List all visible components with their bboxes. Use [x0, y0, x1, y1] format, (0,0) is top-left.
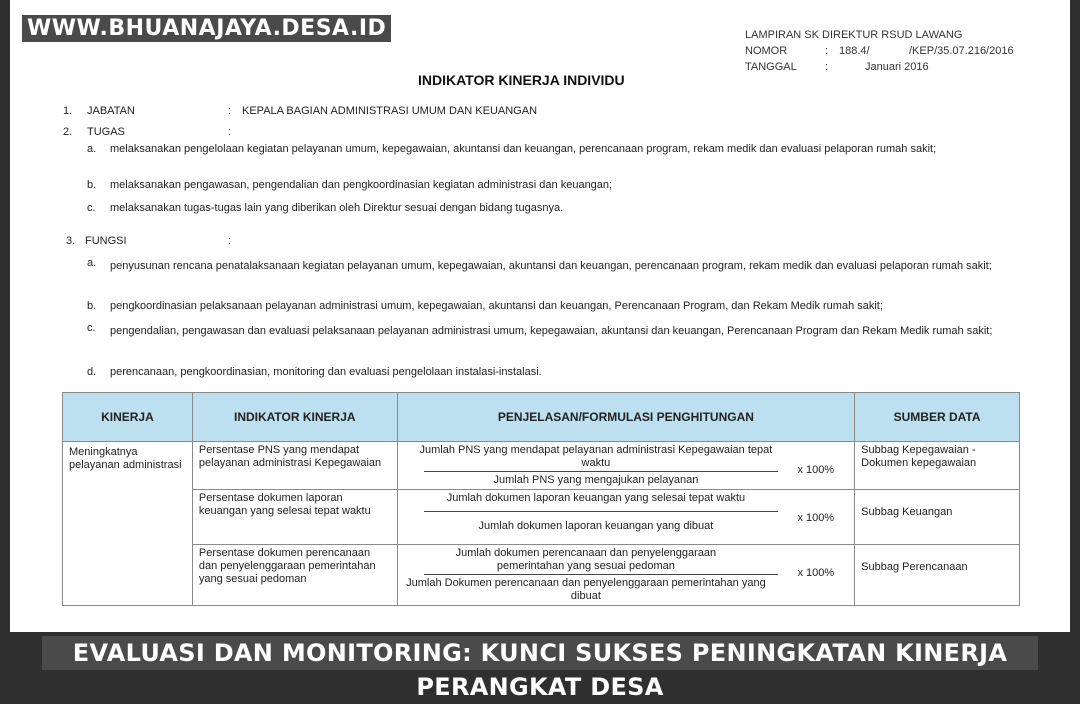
sumber-cell: Subbag Perencanaan — [855, 545, 1020, 606]
header-penjelasan: PENJELASAN/FORMULASI PENGHITUNGAN — [397, 393, 855, 442]
header-indikator: INDIKATOR KINERJA — [192, 393, 397, 442]
table-row — [63, 490, 1020, 545]
fungsi-item-letter: d. — [87, 366, 97, 378]
kinerja-cell: Meningkatnya pelayanan administrasi — [63, 442, 193, 606]
formula-multiplier: x 100% — [797, 512, 835, 524]
formula-cell — [397, 490, 855, 545]
indikator-cell: Persentase dokumen laporan keuangan yang selesai tepat waktu — [192, 490, 397, 545]
formula-multiplier: x 100% — [797, 567, 835, 579]
tanggal-value: Januari 2016 — [865, 61, 929, 73]
nomor-colon: : — [825, 45, 829, 57]
document-page — [10, 0, 1070, 632]
fungsi-item-text: perencanaan, pengkoordinasian, monitoring dan evaluasi pengelolaan instalasi-instalasi. — [110, 366, 542, 378]
nomor-value: 188.4/ — [839, 45, 870, 57]
tugas-label: TUGAS — [87, 126, 125, 138]
table-row — [63, 442, 1020, 490]
formula-multiplier: x 100% — [797, 464, 835, 476]
tanggal-label: TANGGAL — [745, 61, 797, 73]
sumber-cell: Subbag Kepegawaian - Dokumen kepegawaian — [855, 442, 1020, 490]
fungsi-label: FUNGSI — [85, 235, 127, 247]
website-watermark: WWW.BHUANAJAYA.DESA.ID — [22, 15, 391, 42]
formula-cell — [397, 545, 855, 606]
formula-denominator: Jumlah dokumen laporan keuangan yang dibuat — [478, 520, 714, 532]
table-row — [63, 545, 1020, 606]
tugas-item-text: melaksanakan pengawasan, pengendalian dan pengkoordinasian kegiatan administrasi dan keuangan; — [110, 179, 613, 191]
reference-block — [745, 27, 1014, 75]
tugas-item-letter: c. — [87, 202, 96, 214]
header-kinerja: KINERJA — [63, 393, 193, 442]
fungsi-item-text: penyusunan rencana penatalaksanaan kegiatan pelayanan umum, kepegawaian, akuntansi dan keuangan, perencanaan program, rekam medik dan evaluasi pelaporan rumah sakit; — [110, 260, 992, 272]
formula-denominator: Jumlah PNS yang mengajukan pelayanan — [493, 474, 699, 486]
tugas-number: 2. — [63, 126, 73, 138]
fungsi-number: 3. — [66, 235, 76, 247]
jabatan-value: KEPALA BAGIAN ADMINISTRASI UMUM DAN KEUANGAN — [242, 105, 538, 117]
jabatan-number: 1. — [63, 105, 73, 117]
formula-cell — [397, 442, 855, 490]
indikator-cell: Persentase PNS yang mendapat pelayanan administrasi Kepegawaian — [192, 442, 397, 490]
formula-numerator: Jumlah PNS yang mendapat pelayanan administrasi Kepegawaian tepat waktu — [419, 444, 773, 469]
fraction-line — [424, 471, 779, 472]
formula-numerator: Jumlah dokumen laporan keuangan yang selesai tepat waktu — [446, 492, 746, 504]
formula-denominator: Jumlah Dokumen perencanaan dan penyelenggaraan pemerintahan yang dibuat — [406, 577, 766, 602]
tugas-item-text: melaksanakan pengelolaan kegiatan pelayanan umum, kepegawaian, akuntansi dan keuangan, perencanaan program, rekam medik dan evaluasi pelaporan rumah sakit; — [110, 143, 937, 155]
nomor-value-suffix: /KEP/35.07.216/2016 — [909, 45, 1014, 57]
indicator-table — [62, 392, 1020, 606]
sumber-cell: Subbag Keuangan — [855, 490, 1020, 545]
indikator-cell: Persentase dokumen perencanaan dan penyelenggaraan pemerintahan yang sesuai pedoman — [192, 545, 397, 606]
tugas-item-letter: a. — [87, 143, 97, 155]
jabatan-colon: : — [228, 105, 232, 117]
fungsi-colon: : — [228, 235, 232, 247]
fungsi-item-letter: a. — [87, 257, 97, 269]
caption-banner: EVALUASI DAN MONITORING: KUNCI SUKSES PENINGKATAN KINERJA PERANGKAT DESA — [42, 636, 1038, 670]
fungsi-item-letter: b. — [87, 300, 97, 312]
formula-numerator: Jumlah dokumen perencanaan dan penyelenggaraan pemerintahan yang sesuai pedoman — [455, 547, 717, 572]
jabatan-label: JABATAN — [87, 105, 135, 117]
header-sumber: SUMBER DATA — [855, 393, 1020, 442]
fungsi-item-text: pengkoordinasian pelaksanaan pelayanan administrasi umum, kepegawaian, akuntansi dan keuangan, Perencanaan Program, dan Rekam Medik rumah sakit; — [110, 300, 883, 312]
tugas-item-text: melaksanakan tugas-tugas lain yang diberikan oleh Direktur sesuai dengan bidang tugasnya. — [110, 202, 564, 214]
tugas-colon: : — [228, 126, 232, 138]
fraction-line — [424, 511, 779, 512]
reference-line: LAMPIRAN SK DIREKTUR RSUD LAWANG — [745, 29, 963, 41]
tanggal-colon: : — [825, 61, 829, 73]
fraction-line — [424, 574, 779, 575]
fungsi-item-text: pengendalian, pengawasan dan evaluasi pelaksanaan pelayanan administrasi umum, kepegawaian, akuntansi dan keuangan, Perencanaan Program dan Rekam Medik rumah sakit; — [110, 325, 993, 337]
document-title: INDIKATOR KINERJA INDIVIDU — [418, 72, 625, 88]
nomor-label: NOMOR — [745, 45, 788, 57]
fungsi-item-letter: c. — [87, 322, 96, 334]
tugas-item-letter: b. — [87, 179, 97, 191]
